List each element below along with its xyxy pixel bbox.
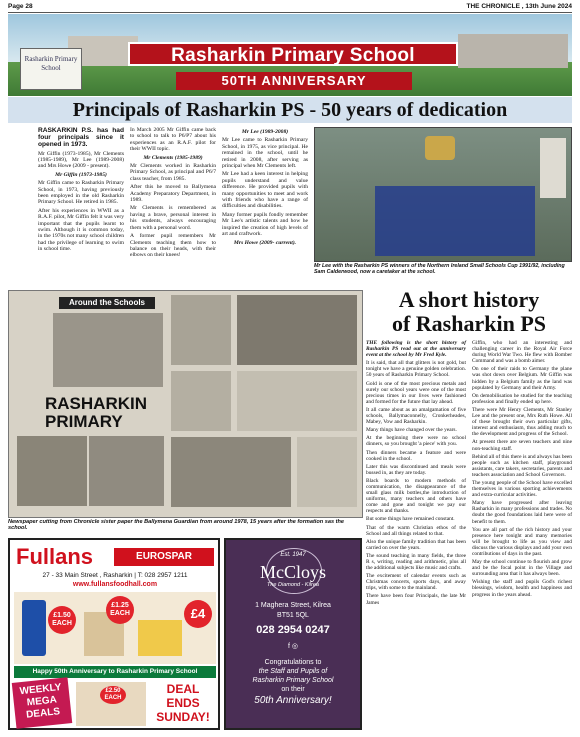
- price-2-sub: EACH: [110, 610, 130, 617]
- clements-paragraph-2: After this he moved to Ballymena Academy Preparatory Department, in 1989.: [130, 184, 216, 204]
- article-lead: RASKARKIN P.S. has had four principals since it opened in 1973.: [38, 127, 124, 149]
- congrats-line-5: 50th Anniversary!: [254, 695, 332, 706]
- mccloys-tagline: The Diamond - Kilrea: [267, 582, 319, 588]
- fullans-anniversary-banner: Happy 50th Anniversary to Rasharkin Primary School: [14, 666, 216, 678]
- school-banner: [8, 14, 572, 96]
- deal-ends-sunday: [150, 682, 216, 726]
- clements-paragraph-4: A former pupil remembers Mr Clements teaching them how to balance on their heads, with their elbows on their knees!: [130, 233, 216, 259]
- publication-date: THE CHRONICLE , 13th June 2024: [466, 3, 572, 10]
- price-4-sub: EACH: [104, 695, 122, 701]
- history-c2-p6: Behind all of this there is and always has been people such as kitchen staff, playground assistants, care takers, secretaries, parents and teachers association and School Governors.: [472, 453, 572, 478]
- history-title-line-2: of Rasharkin PS: [391, 311, 547, 336]
- history-c2-p9: You are all part of the rich history and your presence here tonight and many memories will be brought to life as you view and discuss the various displays and add your own contributions of days in the past.: [472, 526, 572, 557]
- clements-heading: Mr Clements (1985-1989): [143, 154, 203, 161]
- deals-products: [76, 682, 146, 726]
- team-photo: [314, 127, 572, 262]
- price-4: £2.50: [105, 688, 121, 694]
- price-burst-3: £4: [184, 600, 212, 628]
- history-c2-p5: At present there are seven teachers and nine non-teaching staff.: [472, 439, 572, 452]
- giffin-visit: In March 2005 Mr Giffin came back to school to talk to P6/P7 about his experiences as an R.A.F. pilot for their WWII topic.: [130, 127, 216, 153]
- history-p14: There have been four Principals, the late Mr James: [366, 593, 466, 606]
- price-1: £1.50: [53, 612, 71, 619]
- team-players: [375, 186, 535, 256]
- weekly-line-3: DEALS: [25, 706, 61, 721]
- history-c2-p2: On one of their raids to Germany the plane was shot down over Belgium. Mr Giffin was hidden by a Belgium family as the land was populated by Germany and their Army.: [472, 366, 572, 391]
- mccloys-address-1: 1 Maghera Street, Kilrea: [255, 602, 331, 609]
- price-1-sub: EACH: [52, 620, 72, 627]
- history-c2-p3: On demobilisation he studied for the teaching profession and finally ended up here.: [472, 392, 572, 405]
- history-c2-p7: The young people of the School have excelled themselves in various sporting achievements and extra-curricular activities.: [472, 479, 572, 499]
- clipping-heading: Around the Schools: [59, 297, 155, 309]
- lee-paragraph-3: Many former pupils fondly remember Mr Lee's artistic talents and how he inspired the creation of high levels of art and craftwork.: [222, 211, 308, 238]
- clipping-photo-4: [171, 295, 231, 365]
- deal-line-1: DEAL: [166, 682, 200, 696]
- congrats-line-1: Congratulations to: [264, 659, 322, 666]
- weekly-mega-deals: [12, 677, 73, 729]
- price-burst-4: [100, 686, 126, 704]
- history-column-2: [472, 340, 572, 730]
- golden-cow-product: [138, 620, 182, 656]
- lee-paragraph-2: Mr Lee had a keen interest in helping pupils understand and value difference. He provided pupils with many opportunities to meet and work with friends who have a range of difficulties and disabilities.: [222, 171, 308, 210]
- price-burst-2: [106, 596, 134, 624]
- lee-heading: Mr Lee (1989-2008): [241, 129, 289, 135]
- history-p1: It is said, that all that glitters is not gold, but tonight we have a genuine golden celebration. 50 years of Rasharkin Primary School.: [366, 360, 466, 379]
- clipping-photo-7: [171, 437, 291, 507]
- principals-column-1: [38, 127, 124, 313]
- history-p6: Then dinners became a feature and were cooked in the school.: [366, 449, 466, 462]
- school-building-right: [458, 34, 568, 68]
- mccloys-est: Est. 1947: [280, 552, 306, 558]
- fullans-products: [14, 592, 216, 664]
- giffin-heading: Mr Giffin (1973-1985): [55, 171, 107, 178]
- clipping-text-block: [237, 371, 357, 431]
- school-name-banner: Rasharkin Primary School: [128, 42, 458, 66]
- principal-figure: [540, 138, 566, 198]
- mccloys-address-2: BT51 5QL: [277, 612, 309, 619]
- mccloys-ad: [224, 538, 362, 730]
- clipping-name-line-1: RASHARKIN: [45, 394, 147, 413]
- history-c2-p4: There were Mr Henry Clements, Mr Stanley Lee and the present one, Mrs Ruth Howe. All of these brought their own particular gifts, interest and enthusiasm, thus adding much to the development and progress of the School.: [472, 406, 572, 438]
- clipping-caption: Newspaper cutting from Chronicle sister paper the Ballymena Guardian from around 1978, 15 years after the formation sas the school.: [8, 519, 345, 531]
- fullans-ad: [8, 538, 220, 730]
- page-header: [8, 3, 572, 13]
- history-p3: It all came about as an amalgamation of five schools, Ballymaconnelly, Cronkerheades, Mabey, Vow and Rasharkin.: [366, 406, 466, 426]
- price-2: £1.25: [111, 602, 129, 609]
- fullans-logo: Fullans: [16, 544, 94, 569]
- clipping-text-block-2: [297, 437, 357, 507]
- history-c2-p10: May the school continue to flourish and grow and be the focal point in the Village and surrounding area that it has always been.: [472, 559, 572, 578]
- principals-column-3: [222, 127, 308, 313]
- eurospar-logo: EUROSPAR: [114, 548, 214, 566]
- trophy: [425, 136, 455, 160]
- clipping-school-name: [45, 395, 165, 431]
- clipping-photo-6: [171, 371, 231, 431]
- weekly-line-2: MEGA: [26, 694, 58, 709]
- fullans-address: 27 - 33 Main Street , Rasharkin | T: 028 2957 1211: [42, 572, 188, 579]
- deal-line-3: SUNDAY!: [156, 710, 210, 724]
- clipping-photo-2: [17, 436, 87, 506]
- mccloys-name: McCloys: [259, 562, 326, 582]
- history-intro: THE following is the short history of Rasharkin PS read out at the anniversary event at the school by Mr Fred Kyle.: [366, 340, 466, 359]
- clipping-photo-3: [89, 436, 164, 506]
- howe-heading: Mrs Howe (2009- current).: [233, 239, 297, 246]
- congrats-line-4: on their: [281, 686, 305, 693]
- page-number: Page 28: [8, 3, 33, 10]
- history-c2-p11: Wishing the staff and pupils God's richest blessings, wisdom, health and happiness and progress in the years ahead.: [472, 579, 572, 598]
- clements-paragraph-3: Mr Clements is remembered as having a brave, personal interest in his students, always encouraging them with a personal word.: [130, 205, 216, 231]
- congrats-line-2: the Staff and Pupils of: [258, 668, 328, 675]
- clipping-photo-5: [237, 295, 357, 365]
- weekly-line-1: WEEKLY: [19, 681, 62, 698]
- history-p8: Black boards to modern methods of communication, the disappearance of the small glass milk bottles,the introduction of uniforms, many teachers and others have come and gone and tonight we pay our respects and thanks.: [366, 477, 466, 515]
- history-column-1: [366, 340, 466, 730]
- history-title: [366, 288, 572, 338]
- history-title-line-1: A short history: [398, 287, 540, 312]
- team-photo-caption: Mr Lee with the Rasharkin PS winners of the Northern Ireland Small Schools Cup 1991/92, including Sam Calderwood, now a caretaker at the school.: [314, 263, 565, 275]
- clipping-photo-1: [53, 313, 163, 387]
- history-p13: The excitement of calendar events such as Christmas concerts, sports days, and away trips, with some to the mainland.: [366, 573, 466, 592]
- clipping-name-line-2: PRIMARY: [45, 412, 123, 431]
- history-p4: Many things have changed over the years.: [366, 427, 457, 434]
- history-p10: That of the warm Christian ethos of the School and all things related to that.: [366, 524, 466, 537]
- giffin-paragraph-2: After his experiences in WWII as a R.A.F. pilot, Mr Giffin felt it was very important that the pupils learnt to swim. Although it is common today, in the 1970s not many school children had the privilege of learning to swim in school time.: [38, 207, 124, 253]
- deal-line-2: ENDS: [166, 696, 200, 710]
- article-intro: Mr Giffin (1973-1985), Mr Clements (1985-1989), Mr Lee (1989-2008) and Mrs Howe (2009 - present).: [38, 150, 124, 170]
- price-burst-1: [48, 606, 76, 634]
- main-headline: Principals of Rasharkin PS - 50 years of dedication: [8, 97, 572, 123]
- bottle-product: [22, 600, 46, 656]
- mccloys-congrats: [226, 658, 360, 705]
- congrats-line-3: Rasharkin Primary School: [252, 677, 334, 684]
- history-p12: The sound teaching in many fields, the three R s, writing, reading and arithmetic, plus all the additional subjects like music and crafts.: [366, 552, 466, 572]
- newspaper-clipping: [8, 290, 363, 518]
- school-sign: Rasharkin Primary School: [20, 48, 82, 90]
- history-p11: Also the unique family tradition that has been carried on over the years.: [366, 538, 466, 551]
- lee-paragraph-1: Mr Lee came to Rasharkin Primary School, in 1975, as vice principal. He remained in the school, until he retired in 2008, after serving as principal when Mr Clements left.: [222, 137, 308, 170]
- history-p2: Gold is one of the most precious metals and surely our school years were one of the most precious times in our lives were fashioned and formed for the future that lay ahead.: [366, 380, 466, 405]
- history-p9: But some things have remained constant.: [366, 516, 455, 523]
- principals-column-2: [130, 127, 216, 313]
- anniversary-banner: 50TH ANNIVERSARY: [176, 72, 412, 90]
- history-p7: Later this was discontinued and meals were bussed in, as they are today.: [366, 463, 466, 476]
- clements-paragraph-1: Mr Clements worked in Rasharkin Primary School, as principal and P6/7 class teacher, from 1985.: [130, 163, 216, 182]
- history-c2-p8: Many have progressed after leaving Rasharkin in many professions and trades. No doubt the good foundations laid here were of benefit to them.: [472, 500, 572, 525]
- history-c2-p1: Giffin, who had an interesting and challenging career in the Royal Air Force during World War Two. He flew with Bomber Command and was a bomb aimer.: [472, 340, 572, 365]
- mccloys-phone: 028 2954 0247: [256, 624, 330, 636]
- giffin-paragraph-1: Mr Giffin came to Rasharkin Primary School, in 1973, having previously been employed in the old Rasharkin Primary School. He retired in 1985.: [38, 180, 124, 206]
- mccloys-social-icons: f ◎: [288, 643, 298, 650]
- history-p5: At the beginning there were no school dinners, so you brought 'a piece' with you.: [366, 435, 466, 448]
- fullans-website: www.fullansfoodhall.com: [72, 581, 158, 588]
